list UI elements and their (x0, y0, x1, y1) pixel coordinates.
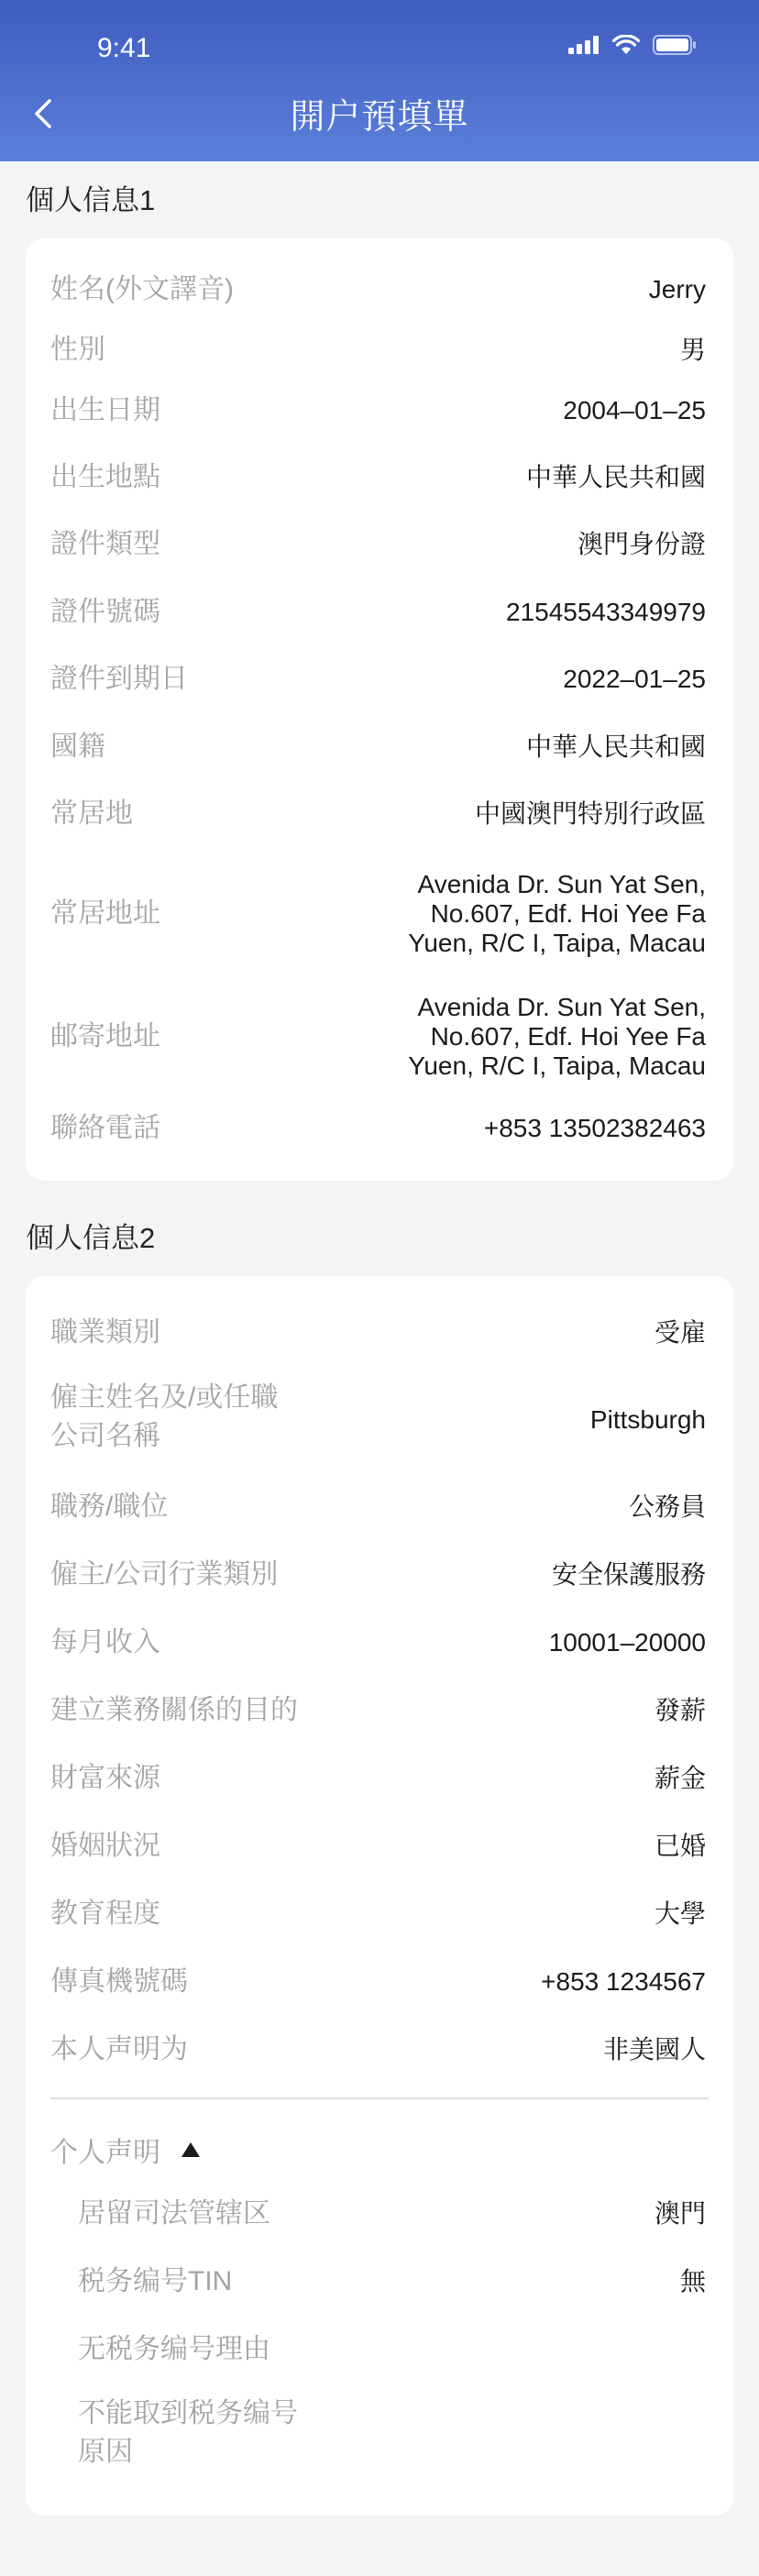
field-value: 公務員 (628, 1492, 706, 1521)
signal-icon (568, 36, 600, 54)
address-line: Yuen, R/C I, Taipa, Macau (408, 1051, 706, 1080)
field-label: 每月收入 (50, 1627, 160, 1657)
personal-info-2-card (26, 1276, 733, 2515)
field-value: 受雇 (654, 1318, 706, 1347)
status-icons (568, 35, 697, 55)
field-value: 澳門 (654, 2199, 706, 2228)
declaration-toggle-label: 个人声明 (50, 2138, 160, 2168)
section-divider (50, 2097, 709, 2099)
field-value: 已婚 (654, 1832, 706, 1860)
field-label: 國籍 (50, 732, 105, 762)
field-label: 居留司法管辖区 (78, 2198, 270, 2229)
field-label: 税务编号TIN (78, 2266, 233, 2296)
field-value: 10001–20000 (548, 1628, 706, 1657)
address-line: No.607, Edf. Hoi Yee Fa (430, 1022, 706, 1051)
status-time: 9:41 (97, 33, 151, 63)
label-line: 原因 (78, 2437, 133, 2467)
field-label: 出生日期 (50, 395, 160, 425)
label-line: 公司名稱 (50, 1421, 160, 1451)
address-line: Avenida Dr. Sun Yat Sen, (417, 993, 706, 1021)
personal-declaration-toggle[interactable] (50, 2130, 201, 2170)
field-value: 21545543349979 (505, 598, 706, 626)
label-line: 僱主姓名及/或任職 (50, 1382, 279, 1413)
field-label: 證件到期日 (50, 664, 188, 694)
field-label: 建立業務關係的目的 (50, 1695, 298, 1725)
field-value: 2022–01–25 (563, 665, 706, 693)
label-line: 不能取到税务编号 (78, 2398, 298, 2428)
field-label: 姓名(外文譯音) (50, 274, 234, 304)
field-label: 性別 (50, 335, 105, 365)
field-label: 教育程度 (50, 1899, 160, 1929)
field-value: Pittsburgh (589, 1405, 706, 1434)
caret-up-icon (181, 2141, 201, 2158)
field-value: 非美國人 (602, 2035, 706, 2064)
field-label: 聯絡電話 (50, 1113, 160, 1143)
field-value-address (408, 993, 706, 1081)
field-value: +853 13502382463 (483, 1114, 706, 1142)
field-label: 无税务编号理由 (78, 2334, 270, 2364)
field-label: 傳真機號碼 (50, 1966, 188, 1997)
wifi-icon (612, 35, 640, 55)
field-value: 中華人民共和國 (525, 732, 706, 761)
personal-info-1-card (26, 238, 733, 1181)
field-label: 邮寄地址 (50, 1021, 160, 1051)
field-label: 證件號碼 (50, 597, 160, 627)
field-label: 常居地 (50, 798, 133, 829)
field-label: 婚姻狀況 (50, 1831, 160, 1861)
section-title-personal-info-1: 個人信息1 (26, 184, 156, 216)
field-value: 男 (679, 336, 706, 364)
field-label: 職業類別 (50, 1317, 160, 1348)
field-value: 中國澳門特別行政區 (474, 799, 706, 828)
field-value: 中華人民共和國 (525, 463, 706, 491)
field-value: 澳門身份證 (577, 530, 706, 558)
field-label: 證件類型 (50, 529, 160, 559)
field-label: 財富來源 (50, 1763, 160, 1793)
address-line: Yuen, R/C I, Taipa, Macau (408, 929, 706, 957)
field-label-multiline (50, 1381, 278, 1454)
address-line: No.607, Edf. Hoi Yee Fa (430, 899, 706, 928)
field-value: Jerry (648, 275, 706, 303)
field-label: 出生地點 (50, 462, 160, 492)
field-label: 職務/職位 (50, 1492, 169, 1522)
field-value: 安全保護服務 (551, 1560, 706, 1589)
field-label: 僱主/公司行業類別 (50, 1559, 279, 1590)
field-label-multiline (78, 2396, 298, 2470)
battery-icon (653, 35, 697, 55)
field-label: 常居地址 (50, 898, 160, 929)
field-value: 薪金 (654, 1764, 706, 1792)
field-value: +853 1234567 (541, 1967, 706, 1996)
field-value: 2004–01–25 (563, 396, 706, 424)
section-title-personal-info-2: 個人信息2 (26, 1222, 156, 1254)
field-value-address (408, 870, 706, 958)
field-label: 本人声明为 (50, 2034, 188, 2064)
page-title: 開户預填單 (290, 98, 469, 137)
field-value: 大學 (654, 1899, 706, 1928)
nav-header (0, 0, 759, 161)
address-line: Avenida Dr. Sun Yat Sen, (417, 870, 706, 898)
field-value: 發薪 (654, 1696, 706, 1724)
field-value: 無 (679, 2267, 706, 2295)
